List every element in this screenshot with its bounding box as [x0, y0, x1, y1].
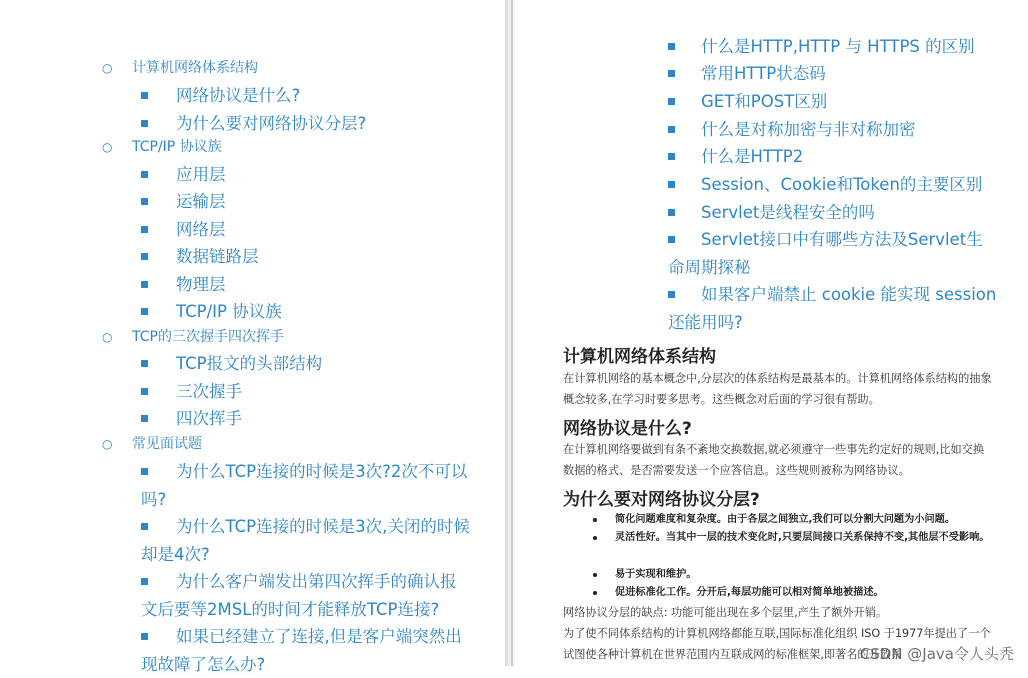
page-gutter [505, 0, 515, 666]
toc-item-link[interactable] [141, 243, 259, 271]
toc-item-label: 数据链路层 [176, 247, 259, 266]
square-bullet-icon [141, 171, 148, 178]
toc-item-label: 为什么客户端发出第四次挥手的确认报文后要等2MSL的时间才能释放TCP连接? [141, 572, 457, 619]
toc-item-label: 什么是HTTP2 [701, 147, 804, 166]
toc-item-label: 为什么TCP连接的时候是3次,关闭的时候却是4次? [141, 517, 470, 564]
toc-item-link[interactable] [141, 188, 226, 216]
toc-item-label: 三次握手 [176, 382, 242, 401]
square-bullet-icon [668, 181, 675, 188]
toc-section-label: TCP的三次握手四次挥手 [132, 329, 284, 345]
square-bullet-icon [141, 308, 148, 315]
square-bullet-icon [141, 633, 148, 640]
body-paragraph: 在计算机网络要做到有条不紊地交换数据,就必须遵守一些事先约定好的规则,比如交换数据的格式、是否需要发送一个应答信息。这些规则被称为网络协议。 [563, 443, 985, 477]
toc-item-label: GET和POST区别 [701, 92, 828, 111]
square-bullet-icon [141, 388, 148, 395]
bullet-list-item [595, 529, 990, 547]
toc-item-link[interactable] [141, 161, 226, 189]
toc-item-label: TCP报文的头部结构 [176, 354, 323, 373]
square-bullet-icon [141, 198, 148, 205]
toc-section-label: 计算机网络体系结构 [132, 60, 258, 76]
toc-item-label: 什么是HTTP,HTTP 与 HTTPS 的区别 [701, 37, 975, 56]
toc-item-label: 为什么TCP连接的时候是3次?2次不可以吗? [141, 462, 468, 509]
dot-bullet-icon [593, 573, 597, 577]
toc-item-label: 为什么要对网络协议分层? [176, 114, 367, 133]
toc-item-link[interactable] [141, 350, 322, 378]
toc-item-link[interactable] [668, 116, 916, 144]
toc-item-link[interactable] [141, 110, 366, 138]
toc-item-link[interactable] [141, 82, 300, 110]
toc-item-link[interactable] [668, 171, 982, 199]
toc-item-link[interactable] [668, 33, 975, 61]
toc-item-link[interactable] [668, 281, 998, 336]
toc-item-link[interactable] [668, 60, 826, 88]
circle-bullet-icon: ○ [102, 140, 113, 154]
square-bullet-icon [668, 98, 675, 105]
square-bullet-icon [141, 578, 148, 585]
square-bullet-icon [141, 253, 148, 260]
square-bullet-icon [668, 236, 675, 243]
toc-item-link[interactable] [668, 88, 827, 116]
toc-item-label: Servlet接口中有哪些方法及Servlet生命周期探秘 [668, 230, 983, 277]
circle-bullet-icon: ○ [102, 61, 113, 75]
toc-item-label: 物理层 [176, 275, 226, 294]
circle-bullet-icon: ○ [102, 330, 113, 344]
bullet-list-item [595, 511, 990, 529]
bullet-text: 灵活性好。当其中一层的技术变化时,只要层间接口关系保持不变,其他层不受影响。 [615, 532, 990, 543]
toc-section-label: 常见面试题 [132, 436, 202, 452]
bullet-text: 易于实现和维护。 [615, 569, 697, 580]
toc-item-link[interactable] [668, 226, 998, 281]
toc-item-label: 常用HTTP状态码 [701, 64, 826, 83]
square-bullet-icon [141, 468, 148, 475]
square-bullet-icon [668, 126, 675, 133]
toc-item-label: 应用层 [176, 165, 226, 184]
body-paragraph: 网络协议分层的缺点: 功能可能出现在多个层里,产生了额外开销。 [563, 606, 888, 619]
toc-item-link[interactable] [141, 298, 282, 326]
square-bullet-icon [668, 43, 675, 50]
toc-item-label: 运输层 [176, 192, 226, 211]
toc-item-link[interactable] [141, 378, 242, 406]
square-bullet-icon [141, 281, 148, 288]
toc-item-label: 网络协议是什么? [176, 86, 301, 105]
toc-item-link[interactable] [668, 143, 803, 171]
square-bullet-icon [141, 120, 148, 127]
toc-section-label: TCP/IP 协议族 [132, 139, 222, 155]
toc-item-label: 什么是对称加密与非对称加密 [701, 120, 916, 139]
toc-item-label: 网络层 [176, 220, 226, 239]
toc-section-link[interactable] [102, 137, 222, 157]
section-heading: 计算机网络体系结构 [563, 347, 716, 367]
square-bullet-icon [141, 92, 148, 99]
toc-item-link[interactable] [141, 623, 471, 678]
toc-item-label: 如果客户端禁止 cookie 能实现 session 还能用吗? [668, 285, 997, 332]
toc-item-link[interactable] [141, 513, 471, 568]
square-bullet-icon [141, 360, 148, 367]
body-paragraph: 在计算机网络的基本概念中,分层次的体系结构是最基本的。计算机网络体系结构的抽象概念较多,在学习时要多思考。这些概念对后面的学习很有帮助。 [563, 372, 992, 406]
dot-bullet-icon [593, 591, 597, 595]
square-bullet-icon [141, 226, 148, 233]
toc-item-label: 四次挥手 [176, 409, 242, 428]
section-heading: 网络协议是什么? [563, 419, 692, 439]
bullet-list-item [595, 566, 990, 584]
square-bullet-icon [668, 291, 675, 298]
dot-bullet-icon [593, 518, 597, 522]
body-paragraph: 为了使不同体系结构的计算机网络都能互联,国际标准化组织 ISO 于1977年提出了一个试图使各种计算机在世界范围内互联成网的标准框架,即著名的开放系 [563, 627, 991, 661]
bullet-text: 简化问题难度和复杂度。由于各层之间独立,我们可以分割大问题为小问题。 [615, 514, 956, 525]
dot-bullet-icon [593, 536, 597, 540]
toc-item-link[interactable] [141, 405, 242, 433]
bullet-list-item [595, 584, 990, 602]
toc-item-link[interactable] [141, 271, 226, 299]
toc-item-link[interactable] [141, 568, 471, 623]
watermark: CSDN @Java令人头秃 [859, 645, 1014, 663]
circle-bullet-icon: ○ [102, 437, 113, 451]
square-bullet-icon [141, 523, 148, 530]
square-bullet-icon [668, 70, 675, 77]
toc-section-link[interactable] [102, 58, 258, 78]
toc-section-link[interactable] [102, 434, 202, 454]
bullet-text: 促进标准化工作。分开后,每层功能可以相对简单地被描述。 [615, 587, 884, 598]
toc-item-link[interactable] [141, 458, 471, 513]
toc-section-link[interactable] [102, 327, 284, 347]
toc-item-link[interactable] [141, 216, 226, 244]
square-bullet-icon [141, 415, 148, 422]
section-heading: 为什么要对网络协议分层? [563, 490, 760, 510]
toc-item-label: TCP/IP 协议族 [176, 302, 282, 321]
toc-item-label: 如果已经建立了连接,但是客户端突然出现故障了怎么办? [141, 627, 462, 674]
toc-item-link[interactable] [668, 199, 875, 227]
toc-item-label: Servlet是线程安全的吗 [701, 203, 875, 222]
square-bullet-icon [668, 153, 675, 160]
square-bullet-icon [668, 209, 675, 216]
toc-item-label: Session、Cookie和Token的主要区别 [701, 175, 983, 194]
